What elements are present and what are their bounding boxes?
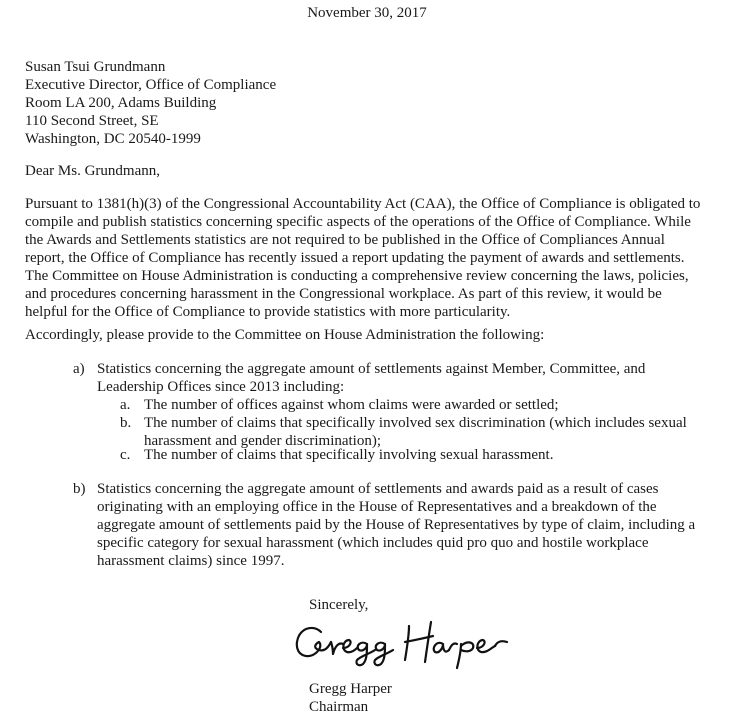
item-b-label: b) <box>73 481 86 497</box>
closing: Sincerely, <box>309 597 369 613</box>
salutation: Dear Ms. Grundmann, <box>25 163 160 179</box>
body-line: report, the Office of Compliance has recently issued a report updating the payment of awards and settlements. <box>25 250 685 266</box>
recipient-room: Room LA 200, Adams Building <box>25 95 217 111</box>
request-intro: Accordingly, please provide to the Committee on House Administration the following: <box>25 327 545 343</box>
recipient-address <box>25 58 276 148</box>
signer-title: Chairman <box>309 699 369 715</box>
subitem-line: The number of claims that specifically involving sexual harassment. <box>144 447 554 463</box>
recipient-name: Susan Tsui Grundmann <box>25 59 166 75</box>
item-b-line: specific category for sexual harassment (which includes quid pro quo and hostile workplace <box>97 535 649 551</box>
body-paragraph <box>25 195 700 321</box>
body-line: helpful for the Office of Compliance to provide statistics with more particularity. <box>25 304 511 320</box>
subitem-c-text <box>144 446 553 464</box>
subitem-a-marker: a. <box>120 397 131 413</box>
item-a-line: Leadership Offices since 2013 including: <box>97 379 345 395</box>
recipient-title: Executive Director, Office of Compliance <box>25 77 277 93</box>
subitem-b-marker: b. <box>120 415 132 431</box>
item-a-text <box>97 360 645 396</box>
subitem-line: harassment and gender discrimination); <box>144 433 382 449</box>
item-a-label: a) <box>73 361 85 377</box>
subitem-b-text <box>144 414 687 450</box>
recipient-street: 110 Second Street, SE <box>25 113 159 129</box>
recipient-city: Washington, DC 20540-1999 <box>25 131 201 147</box>
handwritten-signature <box>291 618 521 670</box>
signer-name: Gregg Harper <box>309 681 392 697</box>
subitem-c-marker: c. <box>120 447 131 463</box>
subitem-line: The number of offices against whom claims were awarded or settled; <box>144 397 559 413</box>
item-a-line: Statistics concerning the aggregate amount of settlements against Member, Committee, and <box>97 361 646 377</box>
item-b-line: harassment claims) since 1997. <box>97 553 285 569</box>
body-line: the Awards and Settlements statistics are not required to be published in the Office of Compliances Annual <box>25 232 665 248</box>
signer-block <box>309 680 392 716</box>
body-line: Pursuant to 1381(h)(3) of the Congressional Accountability Act (CAA), the Office of Compliance is obligated to <box>25 196 701 212</box>
subitem-a-text <box>144 396 559 414</box>
item-b-text <box>97 480 695 570</box>
letter-date: November 30, 2017 <box>307 5 427 21</box>
body-line: The Committee on House Administration is conducting a comprehensive review concerning the laws, policies, <box>25 268 689 284</box>
subitem-line: The number of claims that specifically involved sex discrimination (which includes sexual <box>144 415 687 431</box>
item-b-line: aggregate amount of settlements paid by the House of Representatives by type of claim, including a <box>97 517 696 533</box>
item-b-line: Statistics concerning the aggregate amount of settlements and awards paid as a result of cases <box>97 481 659 497</box>
signature-image <box>291 618 521 670</box>
body-line: and procedures concerning harassment in the Congressional workplace. As part of this review, it would be <box>25 286 662 302</box>
body-line: compile and publish statistics concerning specific aspects of the operations of the Office of Compliance. While <box>25 214 691 230</box>
item-b-line: originating with an employing office in the House of Representatives and a breakdown of the <box>97 499 657 515</box>
